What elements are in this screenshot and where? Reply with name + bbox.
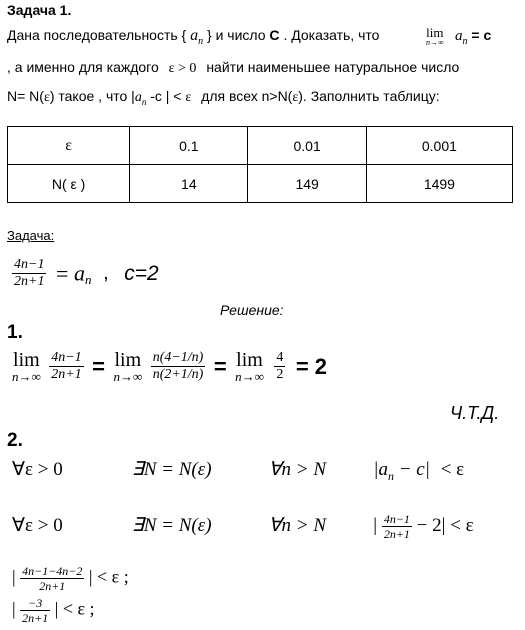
problem-heading: Задача 1. — [7, 2, 72, 18]
problem-line-1 — [7, 27, 379, 47]
fraction-denominator: 2n+1 — [14, 274, 45, 289]
step-2-line-4 — [12, 597, 95, 624]
forall-n: ∀n > N — [268, 459, 326, 480]
constant-c: C — [269, 27, 280, 43]
problem-line-3 — [7, 88, 440, 107]
lim-word: lim — [426, 25, 444, 40]
sequence-index: n — [141, 96, 147, 107]
solution-label: Решение: — [220, 302, 284, 318]
abs-rest: − 2| < ε — [416, 515, 474, 536]
sequence-a: a — [134, 90, 142, 105]
step-2-line-2 — [12, 510, 474, 542]
table-cell: 14 — [130, 165, 248, 203]
fraction-denominator: n(2+1/n) — [152, 367, 204, 382]
step-2-line-3 — [12, 565, 129, 592]
statement-text: Дана последовательность { — [7, 27, 187, 43]
statement-text: } и число — [207, 27, 266, 43]
fraction-numerator: 4n−1 — [51, 350, 82, 365]
forall-epsilon: ∀ε > 0 — [12, 515, 63, 536]
table-cell: 1499 — [366, 165, 512, 203]
statement-text: найти наименьшее натуральное число — [206, 59, 460, 75]
sequence-a: a — [455, 28, 463, 44]
epsilon-table — [7, 126, 513, 203]
table-cell: 0.01 — [248, 127, 366, 165]
statement-text: N= N( — [7, 88, 44, 104]
table-cell: ε — [8, 127, 130, 165]
equals-sign: = — [92, 353, 105, 379]
task-formula — [12, 258, 159, 289]
sequence-index: n — [387, 468, 394, 483]
lim-word: lim — [236, 349, 263, 371]
equals-sign: = — [213, 353, 227, 379]
statement-text: для всех n>N( — [201, 88, 293, 104]
step-1-label: 1. — [7, 322, 23, 343]
sequence-a: a — [190, 27, 199, 44]
lim-subscript: n→∞ — [113, 369, 143, 384]
abs-bar: | — [373, 515, 378, 536]
forall-epsilon: ∀ε > 0 — [12, 459, 63, 480]
fraction-denominator: 2n+1 — [51, 367, 82, 382]
fraction-denominator: 2 — [276, 367, 284, 382]
fraction-numerator: −3 — [20, 597, 50, 611]
lim-subscript: n→∞ — [426, 38, 444, 47]
fraction-numerator: 4n−1 — [14, 257, 45, 272]
table-row — [8, 127, 513, 165]
sequence-a: a — [74, 260, 85, 286]
table-cell: 149 — [248, 165, 366, 203]
sequence-index: n — [85, 271, 92, 287]
lim-word: lim — [13, 349, 40, 371]
lim-subscript: n→∞ — [12, 369, 41, 384]
sequence-index: n — [462, 35, 468, 47]
limit-inline-tail — [455, 27, 491, 47]
equals-sign: = — [56, 260, 69, 286]
statement-text: , а именно для каждого — [7, 59, 159, 75]
abs-rest: | < ε ; — [88, 566, 129, 587]
table-cell: N( ε ) — [8, 165, 130, 203]
statement-text: ). Заполнить таблицу: — [298, 88, 440, 104]
c-value: c=2 — [124, 261, 159, 285]
abs-rest: | < ε ; — [54, 598, 95, 619]
statement-text: . Доказать, что — [283, 27, 380, 43]
exists-n: ∃N = N(ε) — [131, 459, 212, 480]
epsilon-symbol: ε — [292, 90, 299, 105]
limit-equals-c: = c — [471, 27, 492, 43]
comma: , — [103, 262, 109, 284]
abs-expression: − c| — [393, 459, 430, 480]
abs-expression: |a — [373, 459, 388, 480]
epsilon-symbol: ε — [185, 90, 192, 105]
table-cell: 0.1 — [130, 127, 248, 165]
statement-text: ) такое , что | — [49, 88, 135, 104]
table-cell: 0.001 — [366, 127, 512, 165]
abs-bar: | — [12, 598, 16, 619]
fraction-numerator: 4 — [276, 350, 284, 365]
fraction-numerator: 4n−1−4n−2 — [22, 564, 83, 578]
limit-result: = 2 — [295, 353, 328, 379]
statement-text: -c | < — [150, 88, 182, 104]
less-than-epsilon: < ε — [440, 459, 465, 480]
limit-inline — [426, 26, 444, 47]
fraction-denominator: 2n+1 — [383, 527, 410, 542]
step-2-label: 2. — [7, 430, 23, 451]
fraction-numerator: n(4−1/n) — [152, 350, 204, 365]
epsilon-symbol: ε — [43, 90, 50, 105]
forall-n: ∀n > N — [268, 515, 326, 536]
fraction-denominator: 2n+1 — [22, 611, 49, 625]
problem-line-2 — [7, 59, 459, 77]
task-label: Задача: — [7, 228, 55, 243]
fraction-denominator: 2n+1 — [39, 579, 66, 593]
qed-mark: Ч.Т.Д. — [450, 403, 500, 423]
epsilon-condition: ε > 0 — [168, 61, 197, 76]
sequence-index: n — [198, 35, 204, 47]
fraction-numerator: 4n−1 — [383, 512, 410, 527]
exists-n: ∃N = N(ε) — [131, 515, 212, 536]
abs-bar: | — [12, 566, 16, 587]
step-2-line-1 — [12, 458, 464, 484]
lim-word: lim — [114, 349, 142, 371]
table-row — [8, 165, 513, 203]
lim-subscript: n→∞ — [235, 369, 264, 384]
step-1-formula — [12, 350, 327, 396]
